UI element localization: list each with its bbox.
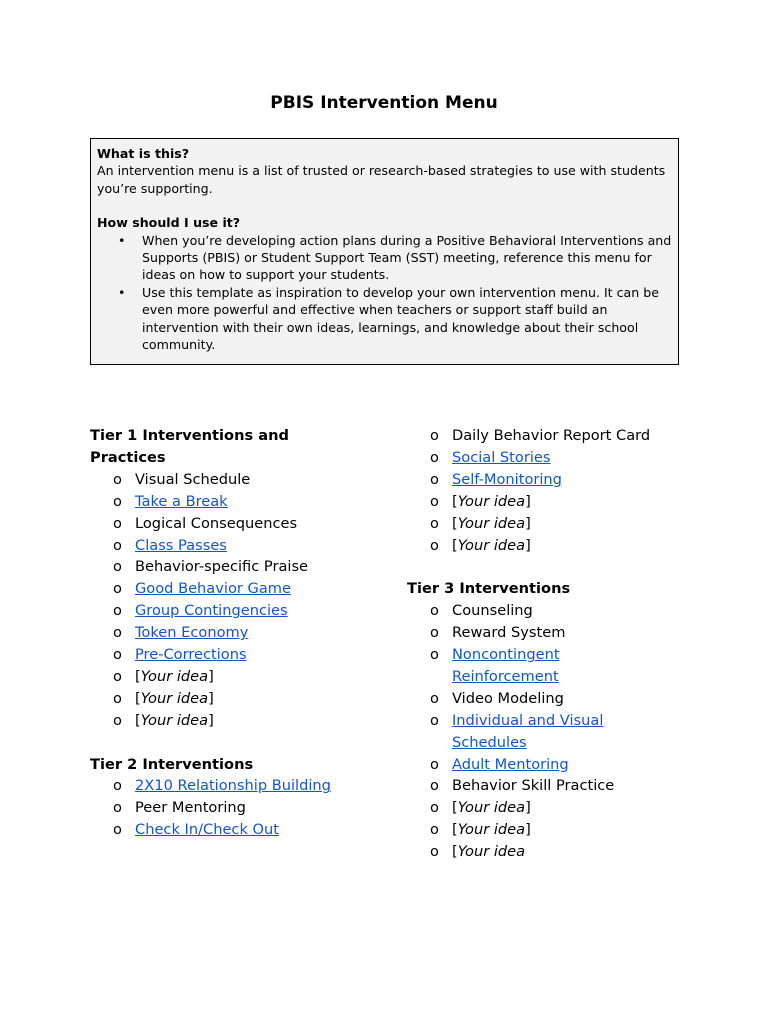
list-marker: o (113, 821, 122, 839)
social-stories-link[interactable]: Social Stories (452, 448, 551, 466)
list-item (407, 447, 707, 469)
list-marker: o (430, 646, 439, 664)
list-marker: o (113, 602, 122, 620)
how-to-use-bullet: • When you’re developing action plans during a Positive Behavioral Interventions and Supports (PBIS) or Student Support Team (SST) meeting, reference this menu for ideas on how to support your students. (118, 232, 672, 283)
list-marker: o (430, 821, 439, 839)
idea-item: o [Your idea (407, 841, 707, 863)
relationship-building-link[interactable]: 2X10 Relationship Building (135, 777, 331, 795)
left-column (90, 425, 350, 841)
check-in-check-out-link[interactable]: Check In/Check Out (135, 821, 279, 839)
class-passes-link[interactable]: Class Passes (135, 536, 227, 554)
list-marker: o (430, 755, 439, 773)
list-item: o Video Modeling (407, 688, 707, 710)
idea-item: o [Your idea] (90, 666, 350, 688)
list-marker: o (430, 470, 439, 488)
noncontingent-reinforcement-link[interactable]: Reinforcement (452, 667, 559, 685)
list-item (90, 819, 350, 841)
list-item (407, 710, 707, 754)
noncontingent-reinforcement-link[interactable]: Noncontingent (452, 646, 560, 664)
token-economy-link[interactable]: Token Economy (135, 624, 249, 642)
how-to-use-list (97, 232, 672, 354)
list-item (90, 775, 350, 797)
list-marker: o (113, 580, 122, 598)
list-item (90, 535, 350, 557)
list-item: o Behavior Skill Practice (407, 775, 707, 797)
tier3-heading: Tier 3 Interventions (407, 580, 571, 598)
list-marker: o (113, 536, 122, 554)
list-item (90, 578, 350, 600)
list-marker: o (430, 711, 439, 729)
good-behavior-game-link[interactable]: Good Behavior Game (135, 580, 291, 598)
info-box (90, 138, 679, 365)
right-column (407, 425, 707, 863)
list-marker: o (430, 624, 439, 642)
what-is-this-heading: What is this? (97, 146, 190, 161)
list-marker: o (113, 514, 122, 532)
bullet-icon: • (118, 232, 126, 248)
list-item: o Counseling (407, 600, 707, 622)
list-marker: o (430, 514, 439, 532)
list-marker: o (113, 558, 122, 576)
list-item (407, 644, 707, 688)
take-a-break-link[interactable]: Take a Break (135, 492, 228, 510)
list-item (90, 600, 350, 622)
list-marker: o (113, 492, 122, 510)
list-item (407, 754, 707, 776)
what-is-this-text: An intervention menu is a list of trusted or research-based strategies to use with students you’re supporting. (97, 163, 666, 196)
tier1-heading: Tier 1 Interventions and Practices (90, 427, 289, 466)
list-item (90, 491, 350, 513)
list-marker: o (430, 777, 439, 795)
how-to-use-bullet: • Use this template as inspiration to develop your own intervention menu. It can be even more powerful and effective when teachers or support staff build an intervention with their own ideas, learnings, and knowledge about their school community. (118, 284, 659, 353)
list-marker: o (430, 427, 439, 444)
list-item: o Reward System (407, 622, 707, 644)
idea-item: o [Your idea] (407, 491, 707, 513)
list-marker: o (113, 799, 122, 817)
list-marker: o (430, 799, 439, 817)
adult-mentoring-link[interactable]: Adult Mentoring (452, 755, 569, 773)
list-marker: o (113, 624, 122, 642)
individual-visual-schedules-link[interactable]: Individual and Visual (452, 711, 604, 729)
idea-item: o [Your idea] (407, 797, 707, 819)
bullet-icon: • (118, 284, 126, 300)
self-monitoring-link[interactable]: Self-Monitoring (452, 470, 562, 488)
list-marker: o (113, 646, 122, 664)
list-item: o Visual Schedule (90, 469, 350, 491)
list-marker: o (113, 777, 122, 795)
list-marker: o (430, 492, 439, 510)
list-item: o Daily Behavior Report Card (407, 425, 707, 447)
list-marker: o (430, 843, 439, 861)
pre-corrections-link[interactable]: Pre-Corrections (135, 646, 247, 664)
idea-item: o [Your idea] (90, 710, 350, 732)
list-item (90, 644, 350, 666)
list-marker: o (113, 470, 122, 488)
idea-item: o [Your idea] (407, 819, 707, 841)
list-item (407, 469, 707, 491)
list-marker: o (430, 448, 439, 466)
page-title: PBIS Intervention Menu (270, 93, 498, 113)
list-item: o Logical Consequences (90, 513, 350, 535)
idea-item: o [Your idea] (90, 688, 350, 710)
how-to-use-heading: How should I use it? (97, 215, 241, 231)
idea-item: o [Your idea] (407, 513, 707, 535)
list-marker: o (430, 602, 439, 620)
list-item: o Behavior-specific Praise (90, 556, 350, 578)
list-item (90, 622, 350, 644)
tier2-heading: Tier 2 Interventions (90, 755, 254, 773)
idea-item: o [Your idea] (407, 535, 707, 557)
list-item: o Peer Mentoring (90, 797, 350, 819)
list-marker: o (113, 667, 122, 685)
individual-visual-schedules-link[interactable]: Schedules (452, 733, 527, 751)
list-marker: o (430, 536, 439, 554)
group-contingencies-link[interactable]: Group Contingencies (135, 602, 288, 620)
list-marker: o (113, 689, 122, 707)
list-marker: o (113, 711, 122, 729)
list-marker: o (430, 689, 439, 707)
